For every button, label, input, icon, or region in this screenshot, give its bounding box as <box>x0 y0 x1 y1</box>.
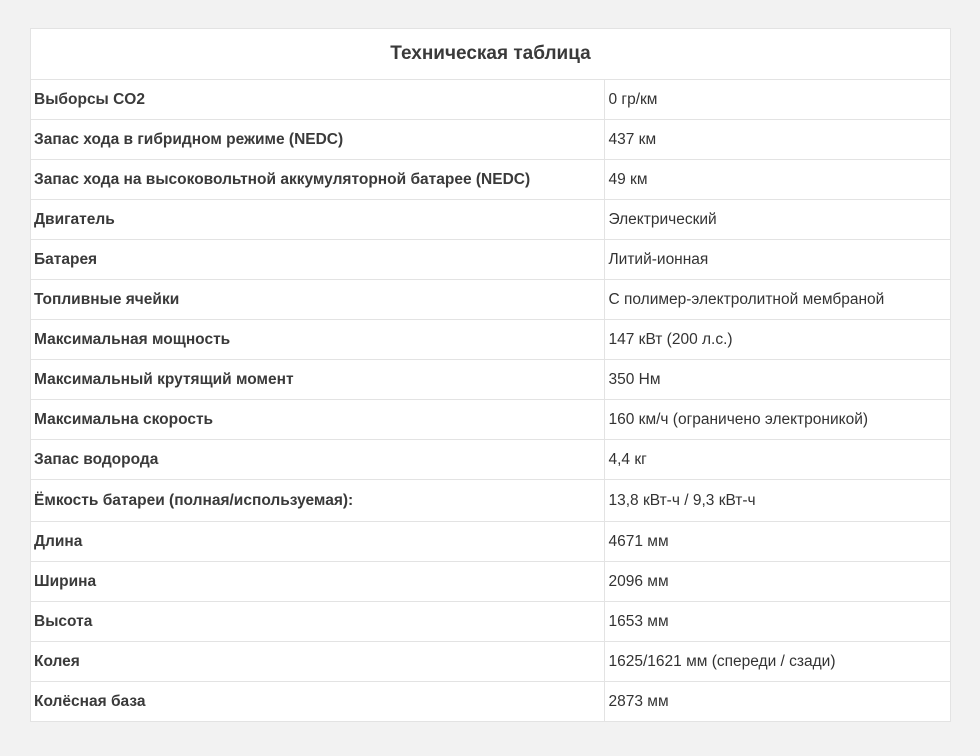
table-row <box>31 80 950 120</box>
spec-value: 0 гр/км <box>604 80 950 120</box>
spec-value: 4671 мм <box>604 522 950 562</box>
spec-label: Запас хода в гибридном режиме (NEDC) <box>31 120 604 160</box>
spec-value: 350 Нм <box>604 360 950 400</box>
spec-label: Максимальная мощность <box>31 320 604 360</box>
spec-label: Колея <box>31 642 604 682</box>
table-row <box>31 160 950 200</box>
spec-table <box>31 80 950 721</box>
spec-value: 13,8 кВт-ч / 9,3 кВт-ч <box>604 480 950 522</box>
spec-value: 49 км <box>604 160 950 200</box>
table-row <box>31 320 950 360</box>
table-row <box>31 480 950 522</box>
table-row <box>31 360 950 400</box>
spec-label: Запас водорода <box>31 440 604 480</box>
table-row <box>31 400 950 440</box>
spec-label: Колёсная база <box>31 682 604 722</box>
spec-label: Длина <box>31 522 604 562</box>
spec-value: 4,4 кг <box>604 440 950 480</box>
table-row <box>31 562 950 602</box>
spec-label: Выборсы CO2 <box>31 80 604 120</box>
spec-label: Ширина <box>31 562 604 602</box>
spec-value: Литий-ионная <box>604 240 950 280</box>
table-row <box>31 602 950 642</box>
spec-label: Ёмкость батареи (полная/используемая): <box>31 480 604 522</box>
spec-value: 1653 мм <box>604 602 950 642</box>
spec-value: Электрический <box>604 200 950 240</box>
spec-label: Двигатель <box>31 200 604 240</box>
spec-label: Топливные ячейки <box>31 280 604 320</box>
spec-value: 147 кВт (200 л.с.) <box>604 320 950 360</box>
table-row <box>31 120 950 160</box>
spec-value: 2873 мм <box>608 692 669 710</box>
spec-value: 1625/1621 мм (спереди / сзади) <box>604 642 950 682</box>
table-row <box>31 240 950 280</box>
spec-label: Максимальна скорость <box>31 400 604 440</box>
table-row <box>31 440 950 480</box>
spec-table-card <box>30 28 951 722</box>
table-row <box>31 642 950 682</box>
table-row <box>31 200 950 240</box>
table-title: Техническая таблица <box>31 29 950 80</box>
spec-value: 437 км <box>604 120 950 160</box>
spec-value: С полимер-электролитной мембраной <box>604 280 950 320</box>
spec-value: 160 км/ч (ограничено электроникой) <box>604 400 950 440</box>
table-row <box>31 522 950 562</box>
spec-label: Батарея <box>31 240 604 280</box>
spec-value: 2096 мм <box>604 562 950 602</box>
spec-label: Запас хода на высоковольтной аккумуляторной батарее (NEDC) <box>31 160 604 200</box>
spec-label: Максимальный крутящий момент <box>31 360 604 400</box>
spec-label: Высота <box>31 602 604 642</box>
table-row <box>31 682 950 722</box>
table-row <box>31 280 950 320</box>
